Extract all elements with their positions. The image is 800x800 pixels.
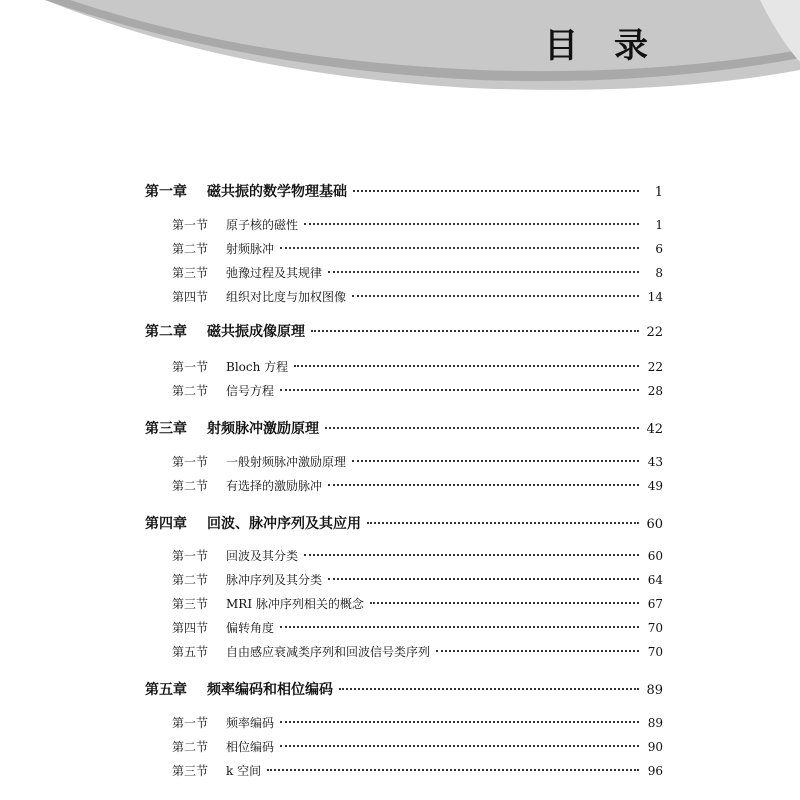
dot-leader [280,246,639,249]
dot-leader [294,364,639,367]
toc-section[interactable] [172,738,663,755]
toc-section[interactable] [172,547,663,564]
section-number: 第二节 [172,479,209,493]
page-number: 60 [646,517,663,532]
dot-leader [280,388,639,391]
page-number: 60 [647,549,663,563]
page-number: 89 [647,716,663,730]
dot-leader [328,577,639,580]
section-number: 第一节 [172,218,209,232]
dot-leader [339,687,639,690]
dot-leader [304,553,639,556]
dot-leader [328,483,639,486]
toc-section[interactable] [172,595,663,612]
section-title: 信号方程 [226,384,275,398]
chapter-number: 第三章 [145,421,187,437]
toc-section[interactable] [172,288,663,305]
section-title: 原子核的磁性 [226,218,299,232]
section-title: 有选择的激励脉冲 [226,479,323,493]
section-title: 频率编码 [226,716,275,730]
page-number: 6 [655,242,663,256]
dot-leader [370,601,639,604]
section-number: 第三节 [172,597,209,611]
chapter-title: 频率编码和相位编码 [207,682,333,698]
toc-section[interactable] [172,477,663,494]
section-number: 第二节 [172,384,209,398]
section-title: 偏转角度 [226,621,275,635]
chapter-title: 射频脉冲激励原理 [207,421,319,437]
section-number: 第二节 [172,740,209,754]
chapter-title: 回波、脉冲序列及其应用 [207,516,361,532]
chapter-title: 磁共振成像原理 [207,324,305,340]
dot-leader [367,521,639,524]
section-title: Bloch 方程 [226,360,289,374]
dot-leader [353,189,639,192]
dot-leader [436,649,639,652]
section-title: 脉冲序列及其分类 [226,573,323,587]
page-number: 43 [647,455,663,469]
toc-section[interactable] [172,216,663,233]
dot-leader [328,270,639,273]
section-title: k 空间 [226,764,262,778]
page-number: 1 [654,185,663,200]
toc-chapter-3[interactable] [145,418,663,438]
chapter-number: 第四章 [145,516,187,532]
section-number: 第一节 [172,549,209,563]
page-number: 64 [647,573,663,587]
section-title: 自由感应衰减类序列和回波信号类序列 [226,645,431,659]
toc-section[interactable] [172,240,663,257]
page-number: 70 [647,621,663,635]
page-number: 70 [647,645,663,659]
section-number: 第五节 [172,645,209,659]
section-number: 第二节 [172,242,209,256]
page-number: 1 [655,218,663,232]
toc-section[interactable] [172,714,663,731]
toc-section[interactable] [172,619,663,636]
section-number: 第三节 [172,764,209,778]
section-number: 第四节 [172,290,209,304]
dot-leader [352,459,639,462]
toc-chapter-5[interactable] [145,679,663,699]
section-title: MRI 脉冲序列相关的概念 [226,597,364,611]
dot-leader [280,720,639,723]
page-number: 49 [647,479,663,493]
section-number: 第一节 [172,455,209,469]
toc-section[interactable] [172,571,663,588]
page-number: 14 [647,290,663,304]
dot-leader [267,768,639,771]
section-title: 回波及其分类 [226,549,299,563]
page-number: 8 [655,266,663,280]
chapter-number: 第五章 [145,682,187,698]
section-title: 弛豫过程及其规律 [226,266,323,280]
section-number: 第四节 [172,621,209,635]
section-number: 第三节 [172,266,209,280]
toc-section[interactable] [172,264,663,281]
chapter-title: 磁共振的数学物理基础 [207,184,347,200]
toc-section[interactable] [172,358,663,375]
section-title: 相位编码 [226,740,275,754]
page-number: 89 [646,683,663,698]
section-title: 一般射频脉冲激励原理 [226,455,347,469]
toc-section[interactable] [172,453,663,470]
dot-leader [325,426,639,429]
section-number: 第一节 [172,716,209,730]
page-number: 96 [647,764,663,778]
toc-chapter-2[interactable] [145,321,663,341]
section-number: 第一节 [172,360,209,374]
toc-section[interactable] [172,643,663,660]
section-title: 组织对比度与加权图像 [226,290,347,304]
toc-section[interactable] [172,382,663,399]
toc-section[interactable] [172,762,663,779]
page-number: 67 [647,597,663,611]
chapter-number: 第一章 [145,184,187,200]
dot-leader [352,294,639,297]
page-number: 22 [647,360,663,374]
chapter-number: 第二章 [145,324,187,340]
page-number: 28 [647,384,663,398]
dot-leader [280,625,639,628]
dot-leader [304,222,639,225]
dot-leader [280,744,639,747]
section-title: 射频脉冲 [226,242,275,256]
toc-chapter-1[interactable] [145,181,663,201]
page-number: 42 [646,422,663,437]
dot-leader [311,329,639,332]
section-number: 第二节 [172,573,209,587]
page-number: 22 [646,325,663,340]
page-title: 目 录 [544,26,660,66]
toc-chapter-4[interactable] [145,513,663,533]
page-number: 90 [647,740,663,754]
